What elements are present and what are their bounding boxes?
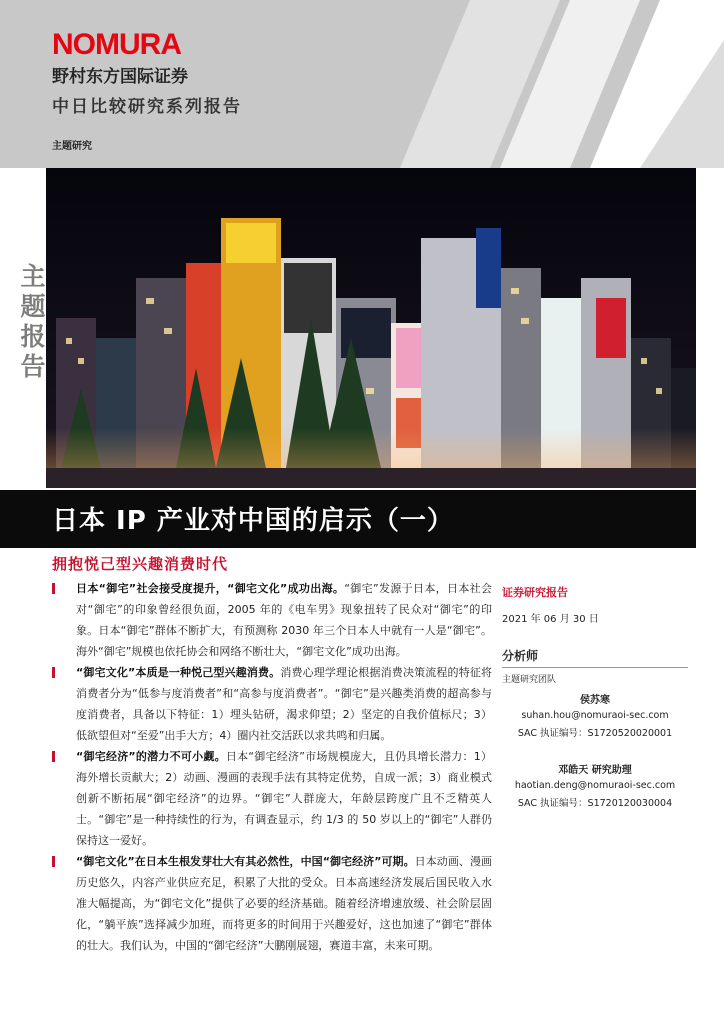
paragraph-lead: “御宅文化”本质是一种悦己型兴趣消费。 xyxy=(76,666,281,679)
document-type: 主题研究 xyxy=(52,141,92,152)
company-name: 野村东方国际证券 xyxy=(52,67,188,87)
analyst-sac-number: SAC 执证编号：S1720120030004 xyxy=(517,798,673,809)
bullet-marker xyxy=(52,667,55,678)
summary-paragraph xyxy=(52,662,492,746)
analyst-team: 主题研究团队 xyxy=(502,675,557,685)
paragraph-text: “御宅”发源于日本，日本社会对“御宅”的印象曾经很负面，2005 年的《电车男》现象扭转了民众对“御宅”的印象。日本“御宅”群体不断扩大，有预测称 2030 年三个日本人中就有一人是“御宅”。海外“御宅”规模也依托协会和网络不断壮大，“御宅文化”成功出海。 xyxy=(76,582,492,658)
report-title: 日本 IP 产业对中国的启示（一） xyxy=(52,506,454,536)
bullet-marker xyxy=(52,583,55,594)
summary-body xyxy=(52,578,492,956)
analyst-name: 侯苏寒 xyxy=(580,695,610,706)
analyst-sac-number: SAC 执证编号：S1720520020001 xyxy=(517,728,673,739)
summary-paragraph xyxy=(52,746,492,851)
paragraph-text: 日本“御宅经济”市场规模庞大，且仍具增长潜力：1）海外增长贡献大；2）动画、漫画的表现手法有其特定优势，自成一派；3）商业模式创新不断拓展“御宅经济”的边界。“御宅”人群庞大，年龄层跨度广且不乏精英人士。“御宅”是一种持续性的行为，有调查显示，约 1/3 的 50 岁以上的“御宅”人群仍保持这一爱好。 xyxy=(76,750,492,847)
report-subtitle: 拥抱悦己型兴趣消费时代 xyxy=(52,555,229,573)
bullet-marker xyxy=(52,856,55,867)
bullet-marker xyxy=(52,751,55,762)
paragraph-text: 日本动画、漫画历史悠久，内容产业供应充足，积累了大批的受众。日本高速经济发展后国民收入水准大幅提高，为“御宅文化”提供了必要的经济基础。随着经济增速放缓、社会阶层固化，“躺平族”选择减少加班，而将更多的时间用于兴趣爱好，这也加速了“御宅”群体的壮大。我们认为，中国的“御宅经济”大鹏刚展翅，赛道丰富，未来可期。 xyxy=(76,855,492,952)
paragraph-lead: “御宅经济”的潜力不可小觑。 xyxy=(76,750,226,763)
report-sidebar xyxy=(502,584,688,809)
city-night-photo xyxy=(46,168,696,488)
side-label: 主题报告 xyxy=(20,262,46,381)
nomura-logo: NOMURA xyxy=(52,28,181,61)
paragraph-lead: “御宅文化”在日本生根发芽壮大有其必然性，中国“御宅经济”可期。 xyxy=(76,855,415,868)
paragraph-lead: 日本“御宅”社会接受度提升，“御宅文化”成功出海。 xyxy=(76,582,345,595)
report-type: 证券研究报告 xyxy=(502,586,568,599)
analyst-email[interactable]: suhan.hou@nomuraoi-sec.com xyxy=(521,710,669,721)
summary-paragraph xyxy=(52,578,492,662)
summary-paragraph xyxy=(52,851,492,956)
report-series: 中日比较研究系列报告 xyxy=(52,97,242,117)
analyst-email[interactable]: haotian.deng@nomuraoi-sec.com xyxy=(514,780,676,791)
analyst-heading: 分析师 xyxy=(502,647,688,668)
report-date: 2021 年 06 月 30 日 xyxy=(502,614,599,625)
analyst-name: 邓皓天 研究助理 xyxy=(558,765,632,776)
paragraph-text: 消费心理学理论根据消费决策流程的特征将消费者分为“低参与度消费者”和“高参与度消费者”。“御宅”是兴趣类消费的超高参与度消费者，具备以下特征：1）埋头钻研，渴求仰望；2）坚定的自我价值标尺；3）低欲望但对“至爱”出手大方；4）圈内社交活跃以求共鸣和归属。 xyxy=(76,666,493,742)
